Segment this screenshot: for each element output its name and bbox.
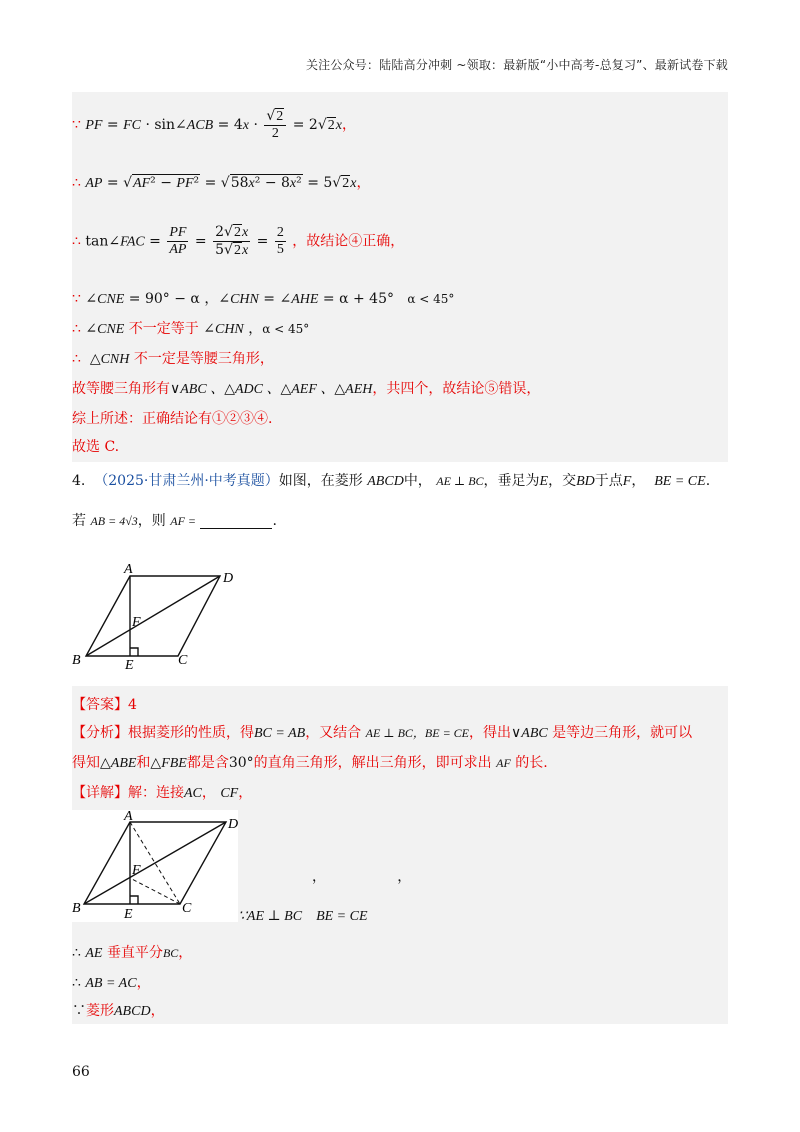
label-c-2: C <box>182 901 192 916</box>
detail-figure <box>72 810 240 922</box>
rhombus-line: ∵菱形ABCD， <box>72 1003 165 1019</box>
analysis-line1: 【分析】根据菱形的性质，得BC = AB，又结合 AE ⊥ BC，BE = CE，得出∨ABC 是等边三角形，就可以 <box>72 725 693 741</box>
question-4-line2: 若 AB = 4√3，则 AF = . <box>72 513 277 529</box>
ap-line: ∴ AP = √AF² − PF² = √58x² − 8x² = 5√2x， <box>72 175 371 191</box>
detail-line: 【详解】解：连接AC， CF， <box>72 785 253 801</box>
diagonal-bd-2 <box>84 822 226 904</box>
label-a: A <box>124 562 133 577</box>
choice-line: 故选 C. <box>72 439 120 455</box>
label-c: C <box>178 653 188 668</box>
answer-blank <box>200 514 272 529</box>
cne-neq-line: ∴ ∠CNE 不一定等于 ∠CHN ，α < 45° <box>72 321 310 337</box>
label-a-2: A <box>124 810 133 824</box>
summary-line: 综上所述：正确结论有①②③④. <box>72 411 273 427</box>
because-line: ∵AE ⊥ BC BE = CE <box>238 909 368 924</box>
isosceles-line: 故等腰三角形有∨ABC 、△ADC 、△AEF 、△AEH，共四个，故结论⑤错误， <box>72 381 541 397</box>
label-d: D <box>223 571 234 586</box>
analysis-line2: 得知△ABE和△FBE都是含30°的直角三角形，解出三角形，即可求出 AF 的长. <box>72 755 548 771</box>
solution-continuation-block <box>72 92 728 462</box>
cnh-line: ∴ △CNH 不一定是等腰三角形， <box>72 351 274 367</box>
page-header: 关注公众号：陆陆高分冲刺 ~领取：最新版“小中高考-总复习”、最新试卷下载 <box>305 58 728 72</box>
rhombus-figure <box>70 560 250 670</box>
label-e-2: E <box>124 907 133 922</box>
label-f-2: F <box>132 863 141 878</box>
label-d-2: D <box>228 817 239 832</box>
label-f: F <box>132 615 141 630</box>
tan-line: ∴ tan∠FAC = $\frac{PF}{AP}$ = $\frac{2√2x}{5√2x}$ = $\frac{2}{5}$ ，故结论④正确， <box>72 224 405 258</box>
label-e: E <box>125 658 134 670</box>
right-angle-mark <box>130 648 138 656</box>
pf-line: ∵ PF = FC · sin∠ACB = 4x · $\frac{√2}{2}$ = 2√2x， <box>72 108 356 141</box>
cne-line: ∵ ∠CNE = 90° − α ，∠CHN = ∠AHE = α + 45° α < 45° <box>72 291 455 307</box>
label-b: B <box>72 653 81 668</box>
question-4-line1: 4. （2025·甘肃兰州·中考真题）如图，在菱形 ABCD中， AE ⊥ BC，垂足为E，交BD于点F， BE = CE. <box>72 473 711 489</box>
label-b-2: B <box>72 901 81 916</box>
ae-bisect-line: ∴ AE 垂直平分BC， <box>72 945 193 961</box>
page-number: 66 <box>72 1064 90 1080</box>
right-angle-mark-2 <box>130 896 138 904</box>
diagonal-bd <box>86 576 220 656</box>
ab-ac-line: ∴ AB = AC， <box>72 975 151 991</box>
answer-block <box>72 686 728 1024</box>
stray-commas: ， ， <box>312 869 412 885</box>
answer-line: 【答案】4 <box>72 697 137 713</box>
